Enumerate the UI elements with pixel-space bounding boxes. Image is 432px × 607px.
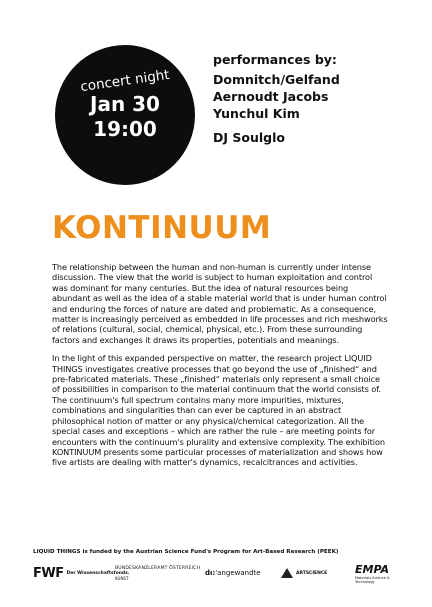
dj-name: DJ Soulglo — [213, 130, 285, 145]
artscience-logo — [281, 562, 327, 584]
event-date: Jan 30 — [90, 92, 160, 116]
fwf-mark: FWF — [33, 565, 64, 581]
performances-heading: performances by: — [213, 52, 337, 67]
angewandte-logo — [205, 562, 261, 584]
event-label: concert night — [79, 66, 171, 96]
bundeskanzleramt-logo — [115, 562, 200, 584]
empa-mark: EMPA — [355, 562, 390, 576]
bundeskanzleramt-name: BUNDESKANZLERAMT ÖSTERREICH — [115, 565, 201, 571]
empa-subtitle: Materials Science & Technology — [355, 575, 390, 584]
concert-night-badge — [55, 45, 195, 185]
body-text — [52, 262, 388, 476]
paragraph: The relationship between the human and non-human is currently under intense discussion. The view that the world is subject to human exploitation and control was dominant for many centuries. But the idea of natural resources being abundant as well as the idea of a stable material world that is under human control and enduring the forces of nature are dated and problematic. As a consequence, matter is increasingly perceived as embedded in life processes and rich meshworks of relations (cultural, social, chemical, physical, etc.). From these surrounding factors and exchanges it draws its properties, potentials and meanings. — [52, 262, 388, 345]
funding-note: LIQUID THINGS is funded by the Austrian Science Fund's Program for Art-Based Research (PEEK) — [33, 549, 339, 555]
page-title: KONTINUUM — [52, 210, 272, 246]
event-time: 19:00 — [93, 117, 157, 141]
artist-name: Aernoudt Jacobs — [213, 89, 329, 104]
angewandte-symbol: dı: — [205, 569, 216, 577]
artscience-text: ARTSCIENCE — [296, 570, 328, 576]
artist-name: Domnitch/Gelfand — [213, 72, 340, 87]
empa-logo — [355, 562, 408, 584]
bundeskanzleramt-sub: KUNST — [115, 575, 129, 581]
performances-block — [213, 52, 340, 145]
paragraph: In the light of this expanded perspective on matter, the research project LIQUID THINGS investigates creative processes that go beyond the use of „finished“ and pre-fabricated materials. These „finished“ materials only represent a small choice of possibilities in comparison to the material continuum that the world consists of. The continuum's full spectrum contains many more impurities, mixtures, combinations and singularities than can ever be captured in an abstract philosophical notion of matter or any physical/chemical categorization. All the special cases and exceptions – which are rather the rule – are meeting points for encounters with the continuum's plurality and extensive complexity. The exhibition KONTINUUM presents some particular processes of materialization and shows how five artists are dealing with matter's dynamics, recalcitrances and activities. — [52, 353, 385, 468]
angewandte-text: 'angewandte — [215, 569, 261, 577]
fwf-subtitle: Der Wissenschaftsfonds. — [66, 570, 130, 576]
sponsor-logos — [33, 562, 408, 584]
triangle-icon — [281, 568, 293, 578]
artist-name: Yunchul Kim — [213, 106, 300, 121]
